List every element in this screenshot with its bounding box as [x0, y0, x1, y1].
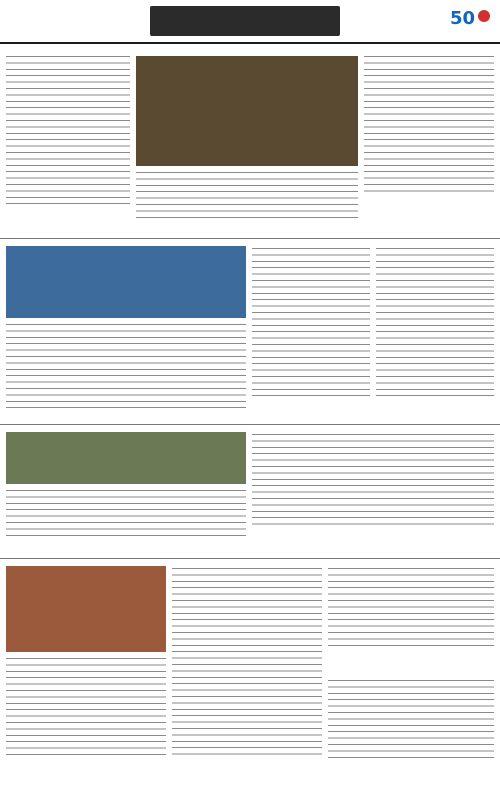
- story-body: [6, 488, 246, 538]
- story-body: [136, 170, 358, 220]
- newspaper-logo-icon: [448, 4, 492, 32]
- story-body: [376, 246, 494, 396]
- story-body: [6, 656, 166, 756]
- story-naming: [6, 562, 166, 782]
- section-title: [150, 6, 340, 36]
- story-body: [252, 432, 494, 530]
- divider: [0, 238, 500, 239]
- story-ashram: [252, 428, 494, 554]
- story-private-school: [6, 242, 246, 420]
- story-right-column-1: [376, 242, 494, 420]
- story-photo: [6, 246, 246, 318]
- story-body: [6, 322, 246, 408]
- story-top-center: [136, 50, 358, 235]
- story-photo: [136, 56, 358, 166]
- masthead: [0, 0, 500, 44]
- story-economy: [328, 562, 494, 670]
- divider: [0, 424, 500, 425]
- story-top-left: [6, 50, 130, 235]
- story-birds: [172, 562, 322, 782]
- story-body: [252, 246, 370, 396]
- story-photo: [6, 566, 166, 652]
- story-students: [328, 674, 494, 782]
- story-photo: [6, 432, 246, 484]
- svg-text:50: 50: [450, 8, 476, 29]
- story-top-right: [364, 50, 494, 235]
- story-body: [328, 566, 494, 650]
- story-body: [172, 566, 322, 756]
- divider: [0, 558, 500, 559]
- story-fodder: [6, 428, 246, 554]
- story-body: [328, 678, 494, 762]
- story-body: [6, 54, 130, 204]
- story-body: [364, 54, 494, 194]
- story-shraddha: [252, 242, 370, 420]
